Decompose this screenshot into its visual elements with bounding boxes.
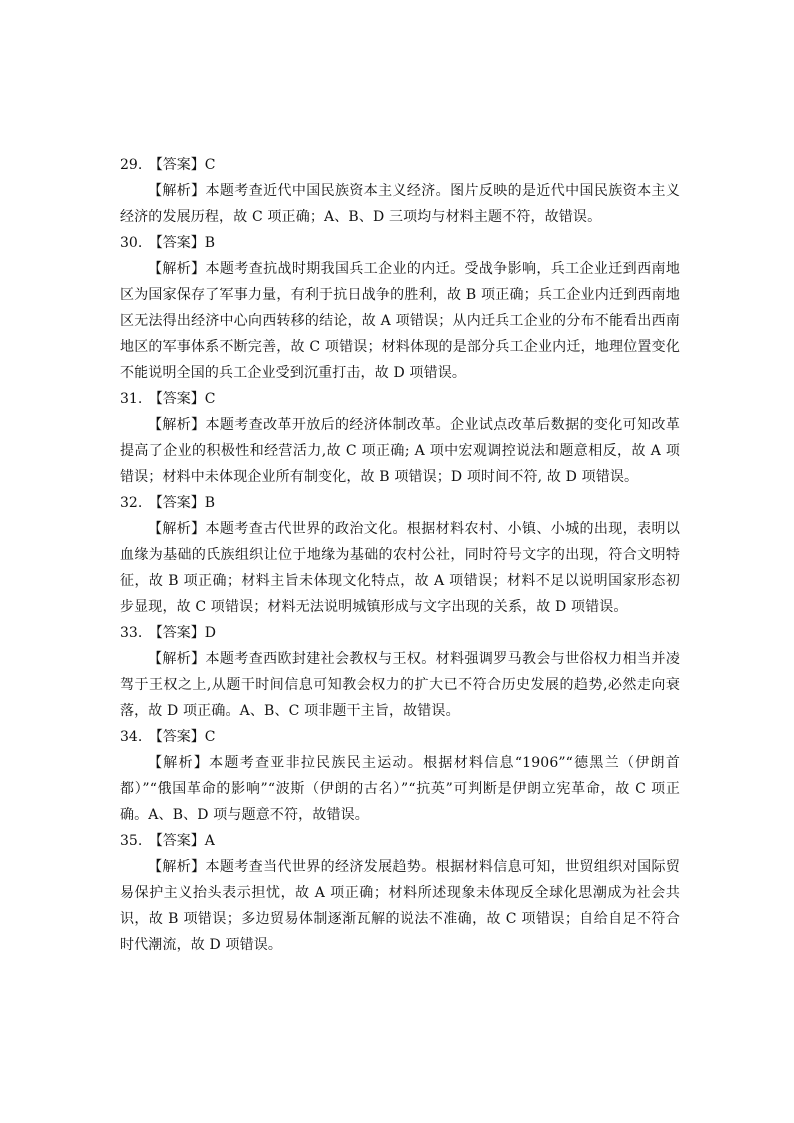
analysis-paragraph: 【解析】本题考查改革开放后的经济体制改革。企业试点改革后数据的变化可知改革提高了企业的积极性和经营活力,故 C 项正确; A 项中宏观调控说法和题意相反，故 A 项错误；材料中未体现企业所有制变化，故 B 项错误；D 项时间不符, 故 D 项错误。	[120, 417, 680, 485]
question-item-33	[120, 620, 680, 724]
question-number: 31.	[120, 391, 143, 407]
question-number: 32.	[120, 495, 143, 511]
question-number: 34.	[120, 729, 143, 745]
answer-line	[120, 152, 680, 178]
answer-line	[120, 386, 680, 412]
answer-text: 【答案】A	[148, 833, 215, 849]
analysis-paragraph: 【解析】本题考查西欧封建社会教权与王权。材料强调罗马教会与世俗权力相当并凌驾于王权之上,从题干时间信息可知教会权力的扩大已不符合历史发展的趋势,必然走向衰落，故 D 项正确。A、B、C 项非题干主旨，故错误。	[120, 651, 680, 719]
answer-line	[120, 620, 680, 646]
answer-text: 【答案】B	[148, 235, 216, 251]
answer-explanation-document	[120, 152, 680, 958]
answer-text: 【答案】C	[148, 729, 216, 745]
analysis-paragraph: 【解析】本题考查当代世界的经济发展趋势。根据材料信息可知，世贸组织对国际贸易保护主义抬头表示担忧，故 A 项正确；材料所述现象未体现反全球化思潮成为社会共识，故 B 项错误；多边贸易体制逐渐瓦解的说法不准确，故 C 项错误；自给自足不符合时代潮流，故 D 项错误。	[120, 859, 680, 953]
question-number: 29.	[120, 157, 143, 173]
question-item-32	[120, 490, 680, 620]
answer-line	[120, 230, 680, 256]
question-item-34	[120, 724, 680, 828]
question-item-29	[120, 152, 680, 230]
question-item-30	[120, 230, 680, 386]
question-number: 35.	[120, 833, 143, 849]
analysis-paragraph: 【解析】本题考查近代中国民族资本主义经济。图片反映的是近代中国民族资本主义经济的发展历程，故 C 项正确；A、B、D 三项均与材料主题不符，故错误。	[120, 183, 680, 225]
analysis-paragraph: 【解析】本题考查亚非拉民族民主运动。根据材料信息“1906”“德黑兰（伊朗首都）”“俄国革命的影响”“波斯（伊朗的古名）”“抗英”可判断是伊朗立宪革命，故 C 项正确。A、B、D 项与题意不符，故错误。	[120, 755, 680, 823]
answer-text: 【答案】B	[148, 495, 216, 511]
answer-text: 【答案】C	[148, 391, 216, 407]
answer-line	[120, 490, 680, 516]
analysis-paragraph: 【解析】本题考查古代世界的政治文化。根据材料农村、小镇、小城的出现，表明以血缘为基础的氏族组织让位于地缘为基础的农村公社，同时符号文字的出现，符合文明特征，故 B 项正确；材料主旨未体现文化特点，故 A 项错误；材料不足以说明国家形态初步显现，故 C 项错误；材料无法说明城镇形成与文字出现的关系，故 D 项错误。	[120, 521, 680, 615]
answer-line	[120, 724, 680, 750]
question-number: 33.	[120, 625, 143, 641]
answer-text: 【答案】D	[148, 625, 216, 641]
question-item-35	[120, 828, 680, 958]
question-number: 30.	[120, 235, 143, 251]
answer-text: 【答案】C	[148, 157, 216, 173]
analysis-paragraph: 【解析】本题考查抗战时期我国兵工企业的内迁。受战争影响，兵工企业迁到西南地区为国家保存了军事力量，有利于抗日战争的胜利，故 B 项正确；兵工企业内迁到西南地区无法得出经济中心向西转移的结论，故 A 项错误；从内迁兵工企业的分布不能看出西南地区的军事体系不断完善，故 C 项错误；材料体现的是部分兵工企业内迁，地理位置变化不能说明全国的兵工企业受到沉重打击，故 D 项错误。	[120, 261, 680, 381]
question-item-31	[120, 386, 680, 490]
answer-line	[120, 828, 680, 854]
